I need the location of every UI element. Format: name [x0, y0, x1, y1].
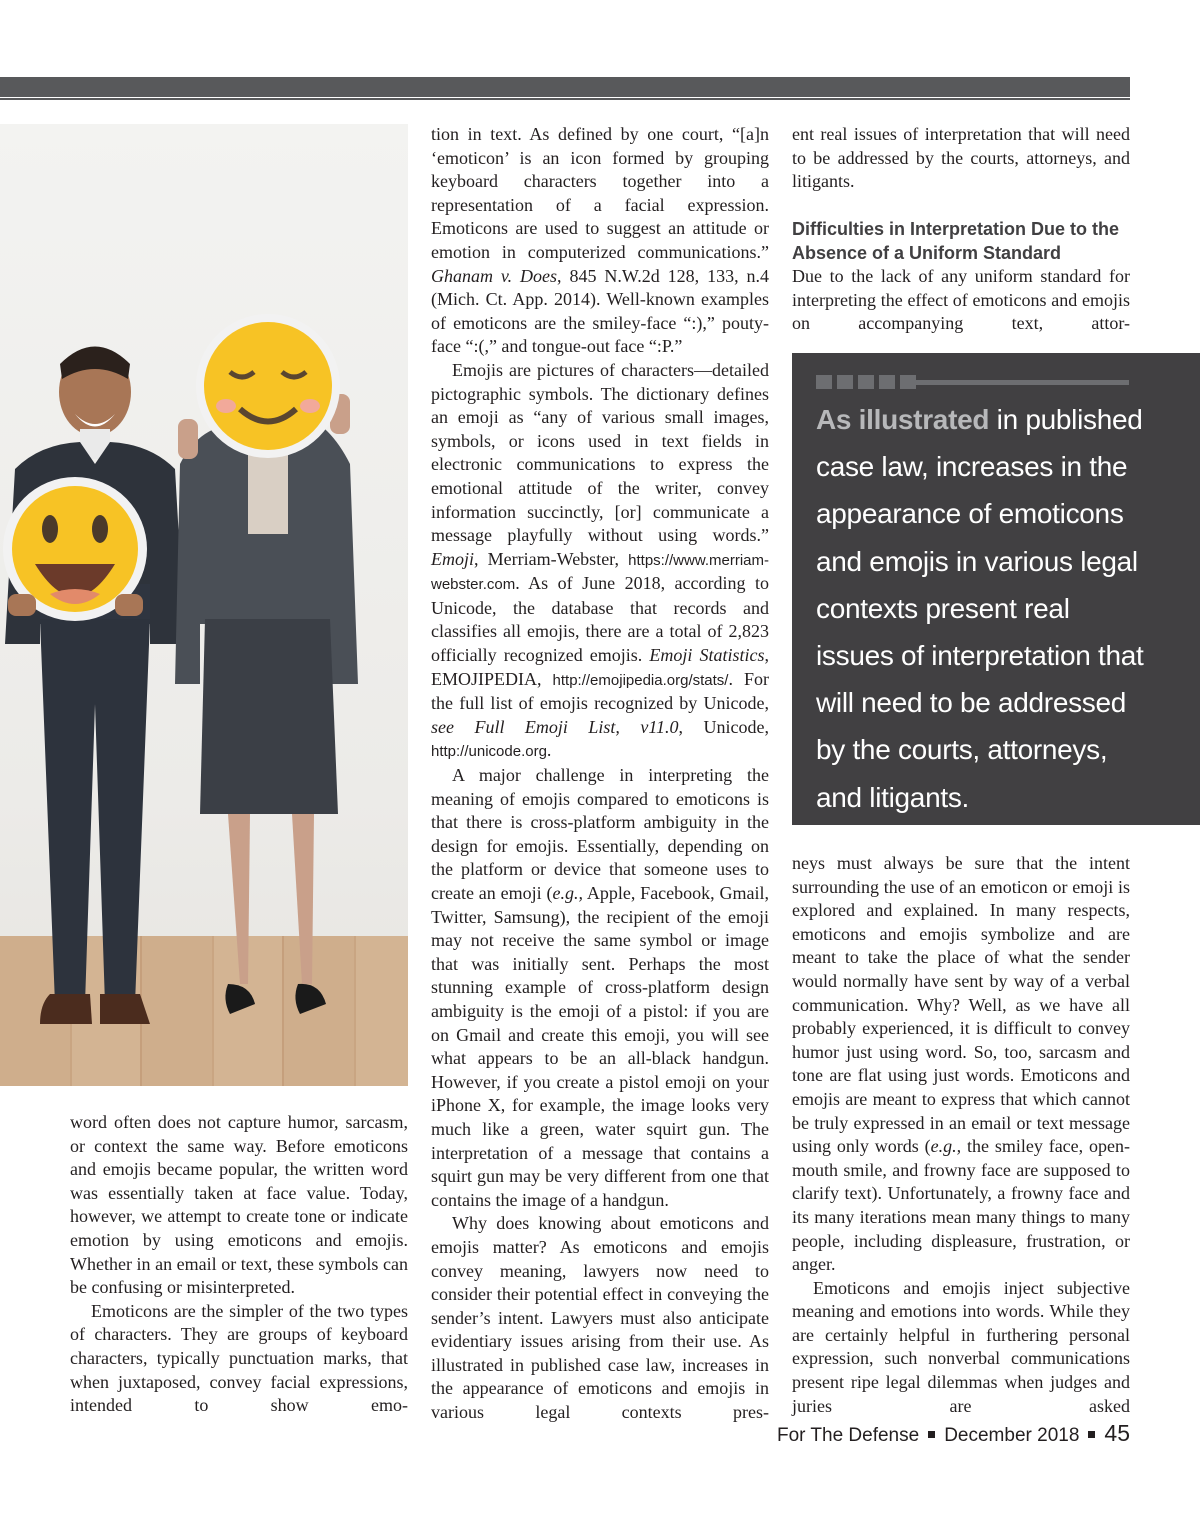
column-1	[70, 1111, 408, 1418]
column-3-top-cont	[792, 265, 1130, 336]
content-emoji-sign	[196, 314, 340, 458]
pull-quote-text: As illustrated in published case law, increases in the appearance of emoticons and emojis in various legal contexts present real issues of interpretation that will need to be addressed by the courts, attorneys, and litigants.	[816, 404, 1144, 813]
publication-name: For The Defense	[776, 1425, 920, 1446]
paragraph: Emojis are pictures of characters—detailed pictographic symbols. The dictionary defines an emoji as “any of various small images, symbols, or icons used in text fields in electronic communications to express the emotional attitude of the writer, convey information succinctly, [or] communicate a message playfully without using words.” Emoji, Merriam-Webster, https://www.merriam-webster.com. As of June 2018, according to Unicode, the database that records and classifies all emojis, there are a total of 2,823 officially recognized emojis. Emoji Statistics, EMOJIPEDIA, http://emojipedia.org/stats/. For the full list of emojis recognized by Unicode, see Full Emoji List, v11.0, Unicode, http://unicode.org.	[431, 359, 769, 761]
paragraph: tion in text. As defined by one court, “[a]n ‘emoticon’ is an icon formed by grouping keyboard characters together into a representation of a facial expression. Emoticons are used to suggest an attitude or emotion in computerized communications.” Ghanam v. Does, 845 N.W.2d 128, 133, n.4 (Mich. Ct. App. 2014). Well-known examples of emoticons are the smiley-face “:),” pouty-face “:(,” and tongue-out face “:P.”	[431, 124, 769, 357]
footer-separator	[1088, 1431, 1095, 1438]
people-illustration	[0, 124, 408, 1086]
photo-emoji-business-people	[0, 124, 408, 1086]
paragraph: Why does knowing about emoticons and emojis matter? As emoticons and emojis convey meaning, lawyers now need to consider their potential effect in conveying the sender’s intent. Lawyers must also anticipate evidentiary issues arising from their use. As illustrated in published case law, increases in the appearance of emoticons and emojis in various legal contexts pres-	[431, 1213, 769, 1423]
pull-quote-box	[792, 353, 1200, 825]
pull-quote-rule	[907, 380, 1129, 385]
column-3-top	[792, 123, 1130, 194]
issue-date: December 2018	[944, 1425, 1080, 1446]
header-bar	[0, 77, 1130, 97]
section-heading: Difficulties in Interpretation Due to the Absence of a Uniform Standard	[792, 219, 1120, 263]
url-link: http://emojipedia.org/stats/	[552, 671, 729, 689]
paragraph: A major challenge in interpreting the meaning of emojis compared to emoticons is that there is cross-platform ambiguity in the design for emojis. Essentially, depending on the platform or device that someone uses to create an emoji (e.g., Apple, Facebook, Gmail, Twitter, Samsung), the recipient of the emoji may not receive the same symbol or image that was initially sent. Perhaps the most stunning example of cross-platform design ambiguity is the emoji of a pistol: if you are on Gmail and create this emoji, you will see what appears to be an all-black handgun. However, if you create a pistol emoji on your iPhone X, for example, the image looks very much like a green, water squirt gun. The interpretation of a message that contains a squirt gun may be very different from one that contains the image of a handgun.	[431, 765, 769, 1210]
paragraph: Due to the lack of any uniform standard for interpreting the effect of emoticons and emojis on accompanying text, attor-	[792, 266, 1130, 334]
header-rule	[0, 98, 1130, 100]
column-3-bottom	[792, 852, 1130, 1418]
paragraph: word often does not capture humor, sarcasm, or context the same way. Before emoticons and emojis became popular, the written word was essentially taken at face value. Today, however, we attempt to create tone or indicate emotion by using emoticons and emojis. Whether in an email or text, these symbols can be confusing or misinterpreted.	[70, 1112, 408, 1298]
smiling-emoji-sign	[3, 477, 147, 621]
page-number: 45	[1104, 1420, 1130, 1446]
pull-quote-dots	[816, 375, 916, 389]
footer-separator	[928, 1431, 935, 1438]
paragraph: Emoticons are the simpler of the two types of characters. They are groups of keyboard characters, typically punctuation marks, that when juxtaposed, convey facial expressions, intended to show emo-	[70, 1300, 408, 1416]
woman-figure	[175, 394, 358, 1014]
page-footer	[777, 1420, 1130, 1447]
paragraph: neys must always be sure that the intent surrounding the use of an emoticon or emoji is explored and explained. In many respects, emoticons and emojis symbolize and are meant to take the place of what the sender would normally have sent by way of a verbal communication. Why? Well, as we have all probably experienced, it is difficult to convey humor just using word. So, too, sarcasm and tone are flat using just words. Emoticons and emojis are meant to express that which cannot be truly expressed in an email or text message using only words (e.g., the smiley face, open-mouth smile, and frowny face are supposed to clarify text). Unfortunately, a frowny face and its many iterations mean many things to many people, including displeasure, frustration, or anger.	[792, 853, 1131, 1275]
url-link: http://unicode.org	[431, 743, 547, 761]
url-link: https://www.merriam-webster.com	[431, 551, 769, 594]
paragraph: Emoticons and emojis inject subjective meaning and emotions into words. While they are certainly helpful in furthering personal expression, such nonverbal communications present ripe legal dilemmas when judges and juries are asked	[792, 1277, 1130, 1416]
man-figure	[5, 347, 185, 1025]
column-2	[431, 123, 769, 1425]
paragraph: ent real issues of interpretation that will need to be addressed by the courts, attorneys, and litigants.	[792, 124, 1130, 192]
